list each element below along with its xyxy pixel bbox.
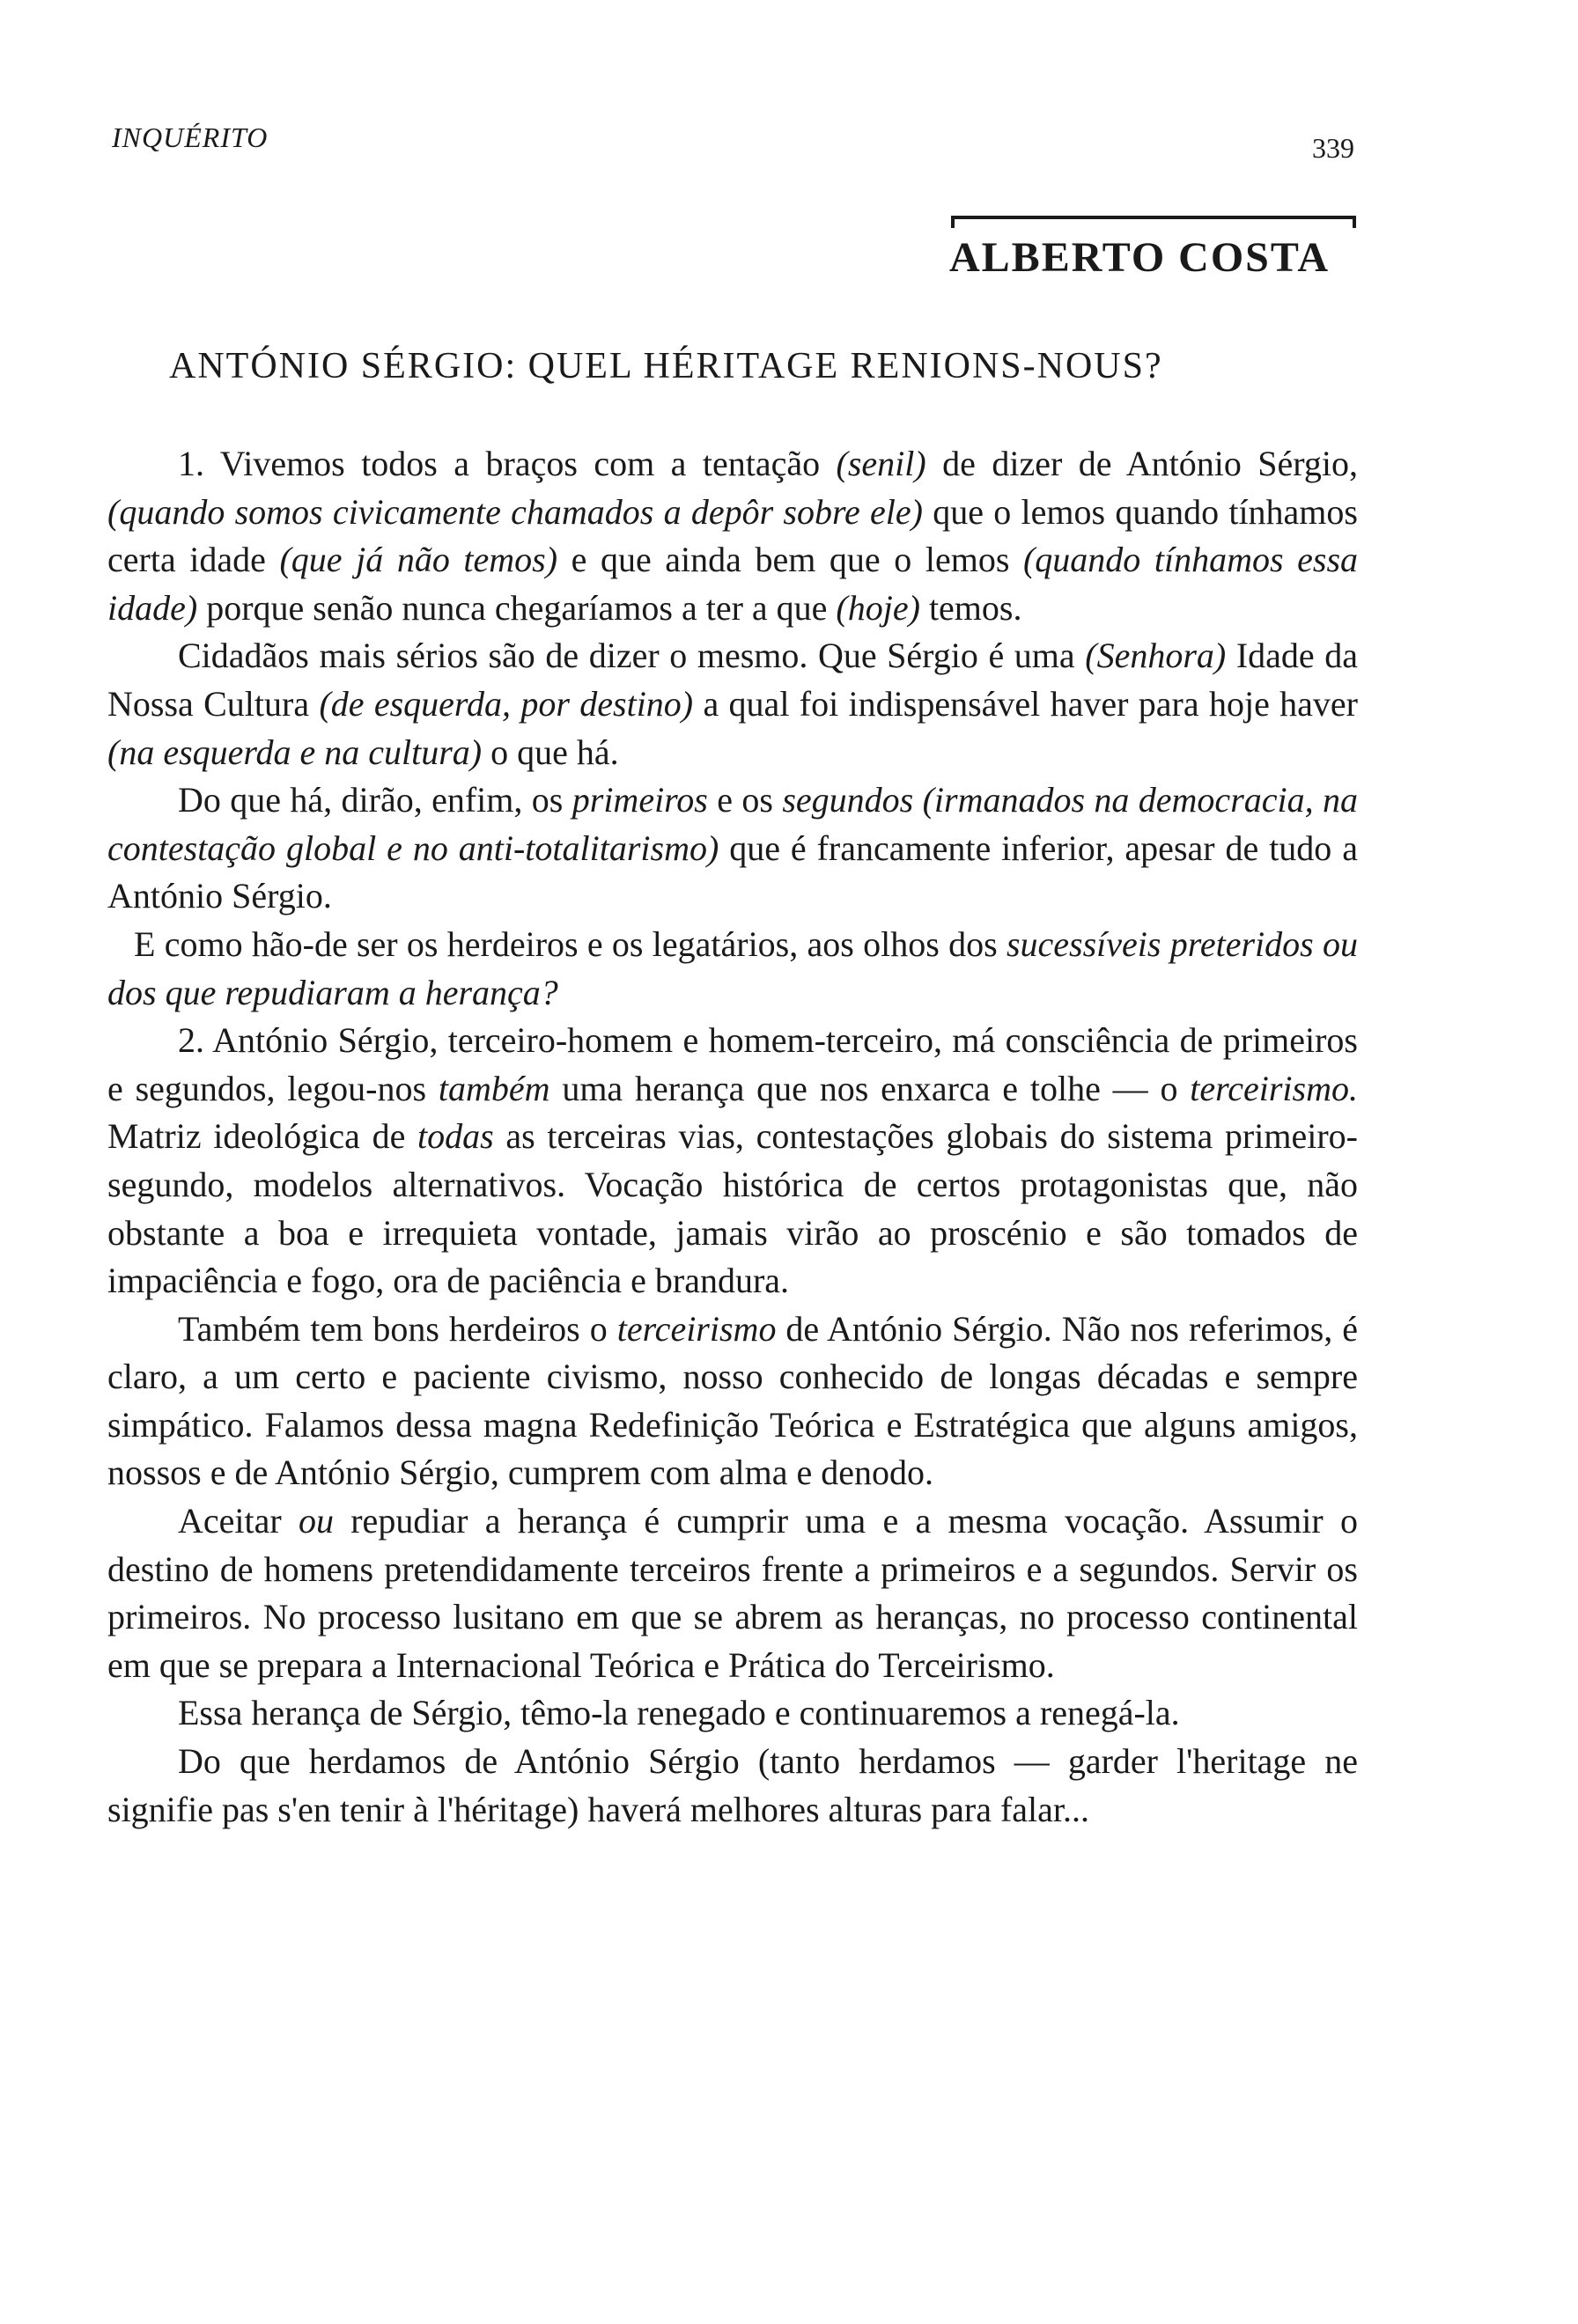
paragraph [107,1689,1358,1738]
text-run: que é francamente inferior, apesar de tudo a António Sérgio. [107,827,1358,916]
italic-text: segundos (irmanados na democracia, na contestação global e no anti-totalitarismo) [107,780,1359,868]
running-head: INQUÉRITO [112,121,269,153]
text-run: porque senão nunca chegaríamos a ter a que [197,587,837,628]
article-title: ANTÓNIO SÉRGIO: QUEL HÉRITAGE RENIONS-NOUS? [169,346,1163,386]
text-run: Também tem bons herdeiros o [178,1308,617,1349]
italic-text: todas [417,1116,494,1157]
text-run: Cidadãos mais sérios são de dizer o mesmo. Que Sérgio é uma [178,636,1086,676]
italic-text: sucessíveis preteridos ou dos que repudiaram a herança? [107,923,1358,1012]
text-run: E como hão-de ser os herdeiros e os legatários, aos olhos dos [134,923,1007,964]
paragraph [107,1305,1358,1497]
text-run: 1. Vivemos todos a braços com a tentação [178,444,837,483]
italic-text: (de esquerda, por destino) [319,683,694,724]
italic-text: primeiros [571,780,708,820]
author-rule [951,216,1356,219]
text-run: Essa herança de Sérgio, têmo-la renegado e continuaremos a renegá-la. [178,1693,1180,1733]
text-run: de dizer de António Sérgio, [925,444,1358,483]
text-run: repudiar a herança é cumprir uma e a mesma vocação. Assumir o destino de homens pretendidamente terceiros frente a primeiros e a segundos. Servir os primeiros. No processo lusitano em que se abrem as heranças, no processo continental em que se prepara a Internacional Teórica e Prática do Terceirismo. [107,1501,1358,1685]
text-run: Do que herdamos de António Sérgio (tanto herdamos — garder l'heritage ne signifie pas s'en tenir à l'héritage) haverá melhores alturas para falar... [107,1741,1358,1829]
text-run: Aceitar [178,1501,299,1541]
text-run: Idade da Nossa Cultura [107,636,1358,724]
italic-text: (quando somos civicamente chamados a depôr sobre ele) [107,491,923,532]
text-run: temos. [919,587,1022,628]
italic-text: (quando tínhamos essa idade) [107,540,1359,628]
text-run: 2. António Sérgio, terceiro-homem e homem-terceiro, má consciência de primeiros e segundos, legou-nos [107,1020,1358,1108]
author-name: ALBERTO COSTA [949,234,1330,281]
italic-text: (senil) [836,444,926,483]
paragraph [107,1738,1358,1834]
paragraph [107,1017,1358,1305]
article-body [107,440,1358,1834]
italic-text: terceirismo. [1190,1068,1358,1108]
text-run: o que há. [482,732,619,772]
text-run: Matriz ideológica de [107,1116,417,1157]
page-number: 339 [1312,132,1354,164]
italic-text: também [438,1068,550,1108]
paragraph [107,921,1358,1017]
text-run: que o lemos quando tínhamos certa idade [107,491,1358,580]
text-run: as terceiras vias, contestações globais do sistema primeiro-segundo, modelos alternativos. Vocação histórica de certos protagonistas que, não obstante a boa e irrequieta vontade, jamais virão ao proscénio e são tomados de impaciência e fogo, ora de paciência e brandura. [107,1116,1358,1301]
text-run: Do que há, dirão, enfim, os [178,780,572,820]
paragraph [107,632,1358,776]
text-run: e os [707,780,783,820]
italic-text: terceirismo [616,1308,777,1349]
italic-text: (na esquerda e na cultura) [107,732,483,772]
text-run: de António Sérgio. Não nos referimos, é claro, a um certo e paciente civismo, nosso conhecido de longas décadas e sempre simpático. Falamos dessa magna Redefinição Teórica e Estratégica que alguns amigos, nossos e de António Sérgio, cumprem com alma e denodo. [107,1308,1359,1493]
italic-text: (hoje) [836,587,920,628]
text-run: e que ainda bem que o lemos [557,540,1023,580]
paragraph [107,440,1358,632]
italic-text: (que já não temos) [279,540,558,580]
text-run: a qual foi indispensável haver para hoje haver [693,683,1358,724]
text-run: uma herança que nos enxarca e tolhe — o [549,1068,1191,1108]
italic-text: (Senhora) [1085,636,1227,676]
paragraph [107,776,1358,921]
paragraph [107,1497,1358,1689]
italic-text: ou [298,1501,334,1541]
